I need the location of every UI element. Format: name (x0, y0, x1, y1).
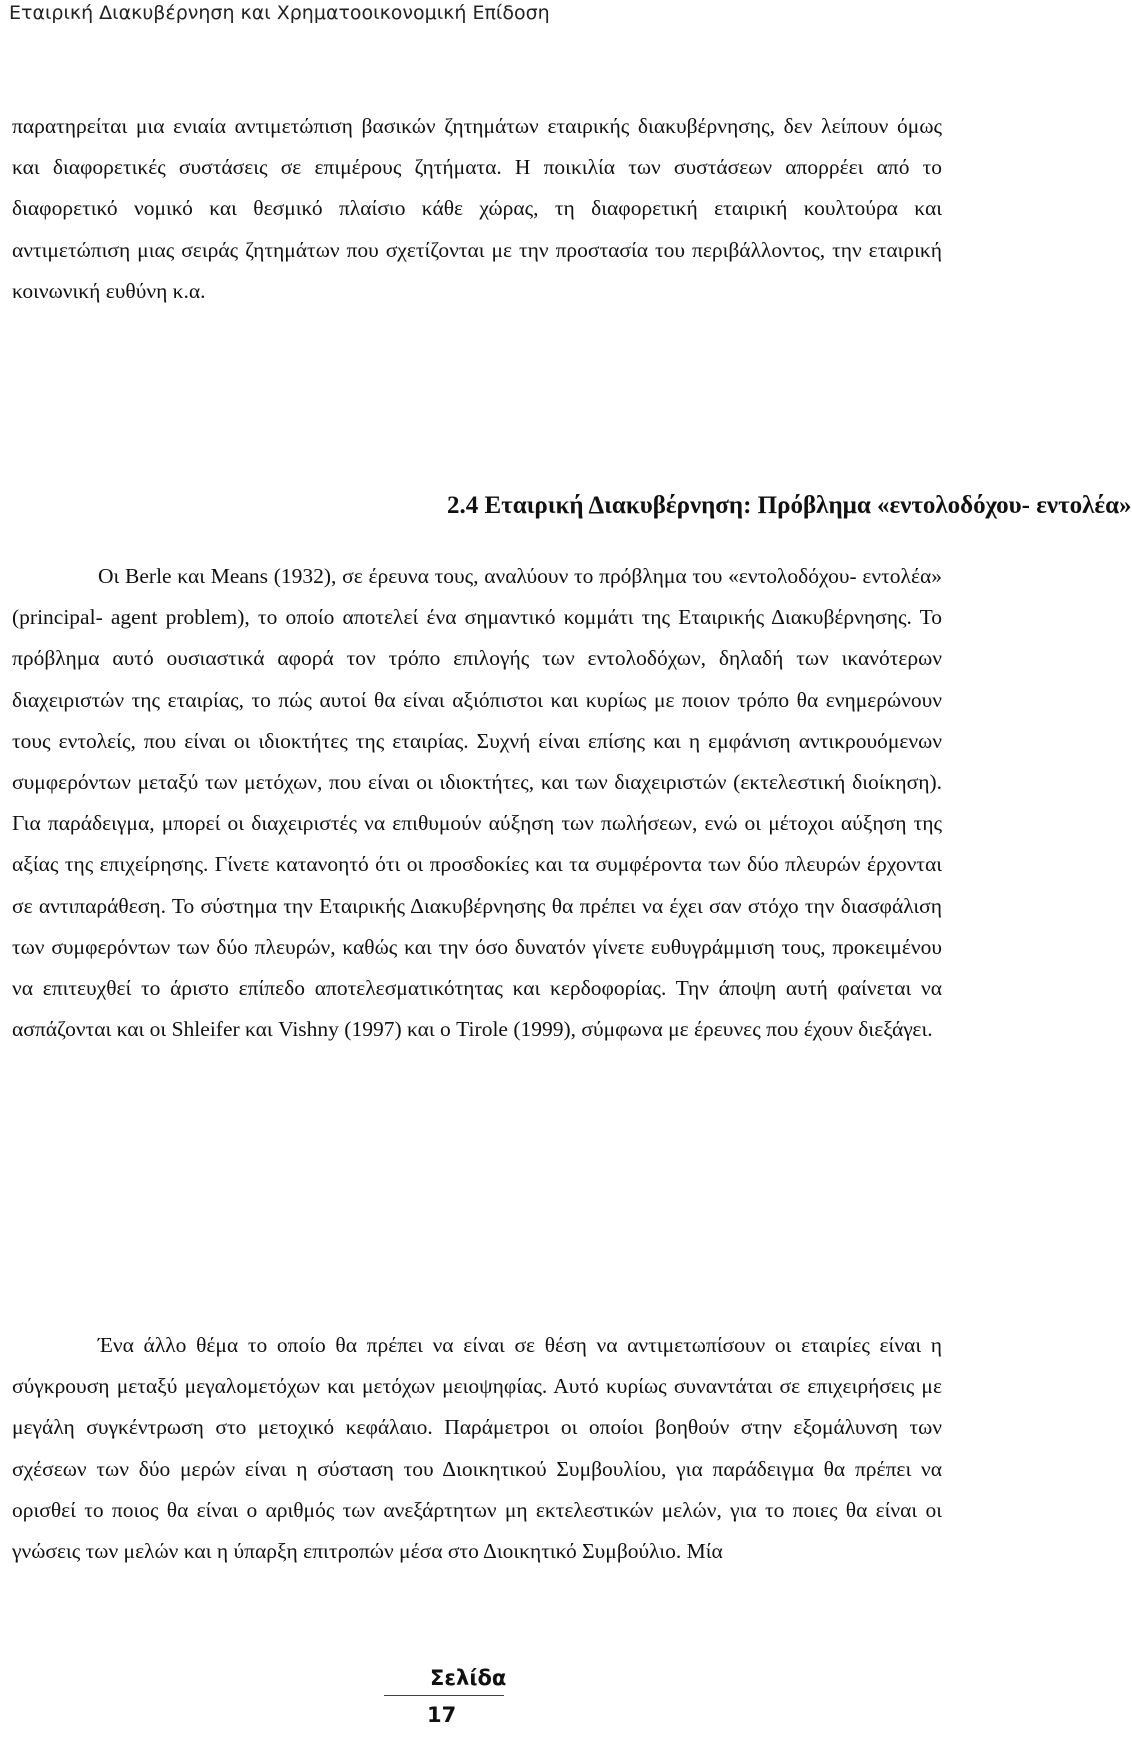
paragraph-intro: παρατηρείται μια ενιαία αντιμετώπιση βασικών ζητημάτων εταιρικής διακυβέρνησης, δεν λείπουν όμως και διαφορετικές συστάσεις σε επιμέρους ζητήματα. Η ποικιλία των συστάσεων απορρέει από το διαφορετικό νομικό και θεσμικό πλαίσιο κάθε χώρας, τη διαφορετική εταιρική κουλτούρα και αντιμετώπιση μιας σειράς ζητημάτων που σχετίζονται με την προστασία του περιβάλλοντος, την εταιρική κοινωνική ευθύνη κ.α. (12, 114, 942, 303)
section-heading (12, 486, 1132, 526)
paragraph-agency-problem: Οι Berle και Means (1932), σε έρευνα τους, αναλύουν το πρόβλημα του «εντολοδόχου- εντολέα» (principal- agent problem), το οποίο αποτελεί ένα σημαντικό κομμάτι της Εταιρικής Διακυβέρνησης. Το πρόβλημα αυτό ουσιαστικά αφορά τον τρόπο επιλογής των εντολοδόχων, δηλαδή των ικανότερων διαχειριστών της εταιρίας, το πώς αυτοί θα είναι αξιόπιστοι και κυρίως με ποιον τρόπο θα ενημερώνουν τους εντολείς, που είναι οι ιδιοκτήτες της εταιρίας. Συχνή είναι επίσης και η εμφάνιση αντικρουόμενων συμφερόντων μεταξύ των μετόχων, που είναι οι ιδιοκτήτες, και των διαχειριστών (εκτελεστική διοίκηση). Για παράδειγμα, μπορεί οι διαχειριστές να επιθυμούν αύξηση των πωλήσεων, ενώ οι μέτοχοι αύξηση της αξίας της επιχείρησης. Γίνετε κατανοητό ότι οι προσδοκίες και τα συμφέροντα των δύο πλευρών έρχονται σε αντιπαράθεση. Το σύστημα την Εταιρικής Διακυβέρνησης θα πρέπει να έχει σαν στόχο την διασφάλιση των συμφερόντων των δύο πλευρών, καθώς και την όσο δυνατόν γίνετε ευθυγράμμιση τους, προκειμένου να επιτευχθεί το άριστο επίπεδο αποτελεσματικότητας και κερδοφορίας. Την άποψη αυτή φαίνεται να ασπάζονται και οι Shleifer και Vishny (1997) και ο Tirole (1999), σύμφωνα με έρευνες που έχουν διεξάγει. (12, 564, 942, 1042)
page-label: Σελίδα (430, 1666, 507, 1690)
page-number: 17 (427, 1703, 457, 1727)
footer-divider (384, 1695, 504, 1696)
section-title: Εταιρική Διακυβέρνηση: Πρόβλημα «εντολοδόχου- εντολέα» (484, 492, 1132, 519)
paragraph-minority-conflict: Ένα άλλο θέμα το οποίο θα πρέπει να είναι σε θέση να αντιμετωπίσουν οι εταιρίες είναι η σύγκρουση μεταξύ μεγαλομετόχων και μετόχων μειοψηφίας. Αυτό κυρίως συναντάται σε επιχειρήσεις με μεγάλη συγκέντρωση στο μετοχικό κεφάλαιο. Παράμετροι οι οποίοι βοηθούν στην εξομάλυνση των σχέσεων των δύο μερών είναι η σύσταση του Διοικητικού Συμβουλίου, για παράδειγμα θα πρέπει να ορισθεί το ποιος θα είναι ο αριθμός των ανεξάρτητων μη εκτελεστικών μελών, για το ποιες θα είναι οι γνώσεις των μελών και η ύπαρξη επιτροπών μέσα στο Διοικητικό Συμβούλιο. Μία (12, 1333, 942, 1564)
running-header: Εταιρική Διακυβέρνηση και Χρηματοοικονομική Επίδοση (9, 2, 550, 24)
section-number: 2.4 (447, 492, 479, 519)
